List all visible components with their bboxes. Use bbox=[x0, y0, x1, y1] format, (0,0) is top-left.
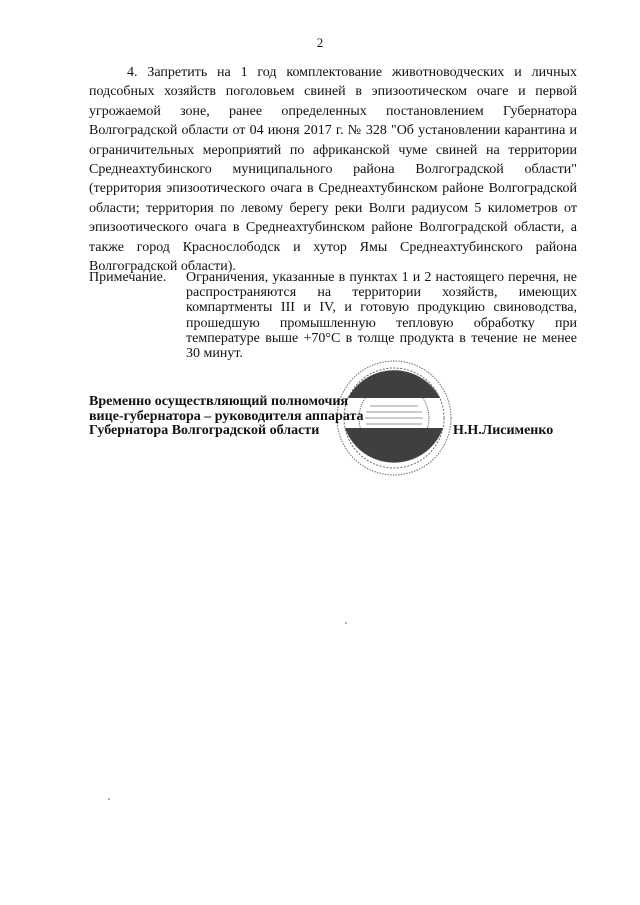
signature-title-line-3: Губернатора Волгоградской области bbox=[89, 423, 320, 438]
note-label: Примечание. bbox=[89, 270, 167, 285]
signature-title-line-2: вице-губернатора – руководителя аппарата bbox=[89, 408, 364, 424]
signature-title-line-1: Временно осуществляющий полномочия bbox=[89, 394, 349, 409]
signature-block bbox=[89, 395, 577, 439]
signatory-name: Н.Н.Лисименко bbox=[453, 423, 554, 438]
note-text: Ограничения, указанные в пунктах 1 и 2 настоящего перечня, не распространяются на территории хозяйств, имеющих компартменты III и IV, и готовую продукцию свиноводства, прошедшую промышленную тепловую обработку при температуре выше +70°С в толще продукта в течение не менее 30 минут. bbox=[186, 270, 577, 362]
scan-speck bbox=[108, 798, 110, 800]
page-number: 2 bbox=[316, 35, 324, 50]
scan-speck bbox=[345, 622, 347, 624]
paragraph-4: 4. Запретить на 1 год комплектование животноводческих и личных подсобных хозяйств поголовьем свиней в эпизоотическом очаге и первой угрожаемой зоне, ранее определенных постановлением Губернатора Волгоградской области от 04 июня 2017 г. № 328 "Об установлении карантина и ограничительных мероприятий по африканской чуме свиней на территории Среднеахтубинского муниципального района Волгоградской области" (территория эпизоотического очага в Среднеахтубинском районе Волгоградской области; территория по левому берегу реки Волги радиусом 5 километров от эпизоотического очага в Среднеахтубинском районе Волгоградской области, а также город Краснослободск и хутор Ямы Среднеахтубинского района Волгоградской области). bbox=[89, 65, 577, 275]
